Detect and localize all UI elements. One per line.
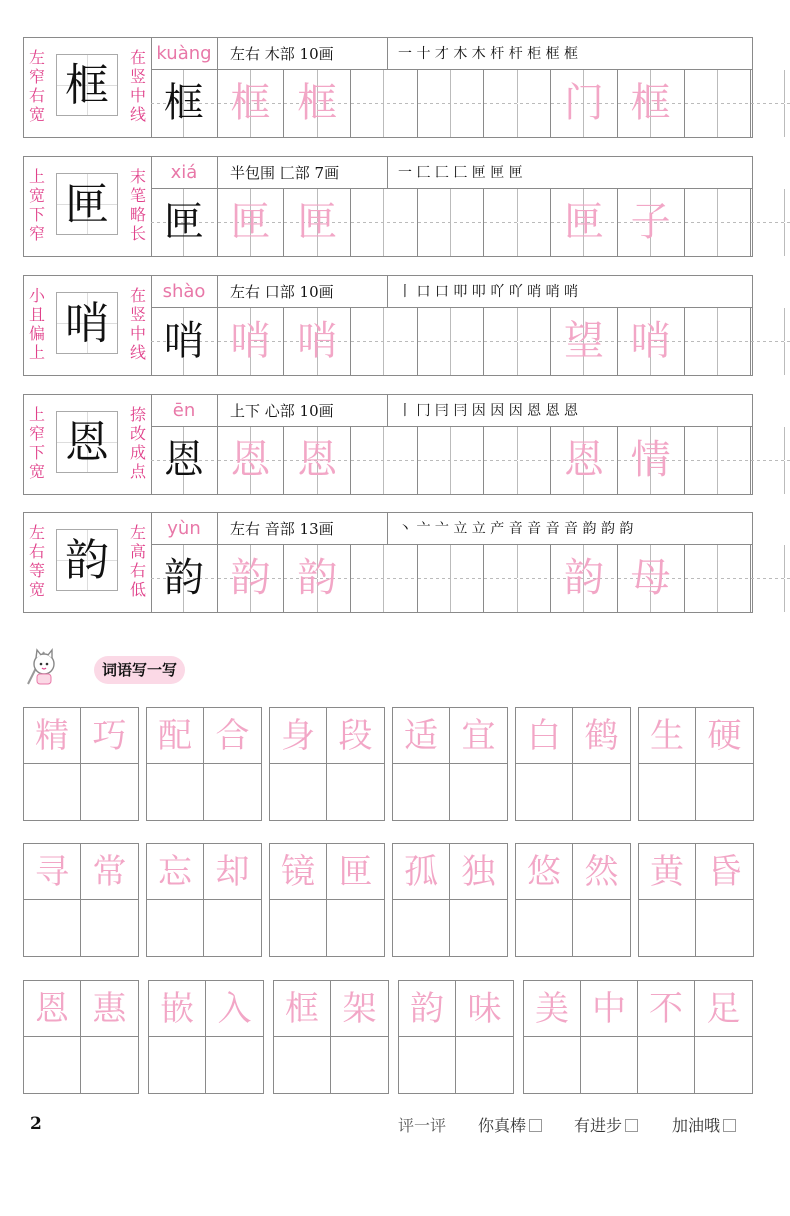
word-box[interactable] xyxy=(523,980,753,1094)
writing-cell[interactable] xyxy=(751,545,790,612)
model-character: 框 xyxy=(56,54,118,116)
writing-cell[interactable] xyxy=(351,545,418,612)
writing-cell[interactable] xyxy=(751,308,790,375)
checkbox-icon[interactable] xyxy=(625,1119,638,1132)
word-box[interactable] xyxy=(23,843,139,957)
pinyin: xiá xyxy=(151,157,218,189)
structure-info: 左右 口部 10画 xyxy=(218,276,388,308)
writing-grid xyxy=(151,545,752,612)
writing-cell[interactable]: 望 xyxy=(551,308,618,375)
word-cell[interactable] xyxy=(696,844,753,956)
word-cell[interactable] xyxy=(204,844,261,956)
trace-character: 镜 xyxy=(270,844,326,900)
word-cell[interactable] xyxy=(24,708,81,820)
writing-grid xyxy=(151,70,752,137)
char-block xyxy=(23,512,753,613)
word-cell[interactable] xyxy=(695,981,752,1093)
tip-right: 末笔略长 xyxy=(129,167,146,243)
word-cell[interactable] xyxy=(638,981,695,1093)
trace-character: 然 xyxy=(573,844,630,900)
pinyin: ēn xyxy=(151,395,218,427)
trace-character: 鹤 xyxy=(573,708,630,764)
model-panel xyxy=(24,513,152,612)
writing-cell[interactable] xyxy=(685,189,752,256)
rating-option-progress[interactable]: 有进步 xyxy=(574,1113,638,1136)
trace-character: 身 xyxy=(270,708,326,764)
writing-cell[interactable]: 母 xyxy=(618,545,685,612)
writing-cell[interactable]: 韵 xyxy=(284,545,351,612)
writing-cell[interactable]: 子 xyxy=(618,189,685,256)
trace-character: 悠 xyxy=(516,844,572,900)
writing-cell[interactable]: 哨 xyxy=(151,308,218,375)
section-title: 词语写一写 xyxy=(94,656,185,684)
footer xyxy=(0,1110,790,1138)
trace-character: 硬 xyxy=(696,708,753,764)
word-cell[interactable] xyxy=(639,844,696,956)
writing-cell[interactable] xyxy=(418,70,485,137)
model-panel xyxy=(24,395,152,494)
word-cell[interactable] xyxy=(24,981,81,1093)
char-block xyxy=(23,156,753,257)
rating-option-keep-going[interactable]: 加油哦 xyxy=(672,1113,736,1136)
word-cell[interactable] xyxy=(270,844,327,956)
checkbox-icon[interactable] xyxy=(723,1119,736,1132)
trace-character: 常 xyxy=(81,844,138,900)
writing-cell[interactable] xyxy=(751,70,790,137)
writing-cell[interactable] xyxy=(418,308,485,375)
pinyin: shào xyxy=(151,276,218,308)
writing-cell[interactable] xyxy=(751,427,790,494)
word-cell[interactable] xyxy=(327,844,384,956)
trace-character: 忘 xyxy=(147,844,203,900)
stroke-order: 一 匚 匚 匚 匣 匣 匣 xyxy=(388,157,752,189)
writing-cell[interactable]: 框 xyxy=(218,70,285,137)
writing-cell[interactable] xyxy=(418,545,485,612)
writing-cell[interactable]: 恩 xyxy=(551,427,618,494)
word-cell[interactable] xyxy=(270,708,327,820)
trace-character: 匣 xyxy=(327,844,384,900)
model-character: 韵 xyxy=(56,529,118,591)
writing-cell[interactable] xyxy=(685,70,752,137)
cat-mascot-icon xyxy=(22,640,62,690)
stroke-order: 丶 亠 亠 立 立 产 音 音 音 音 韵 韵 韵 xyxy=(388,513,752,545)
writing-cell[interactable]: 韵 xyxy=(151,545,218,612)
writing-cell[interactable] xyxy=(351,70,418,137)
word-cell[interactable] xyxy=(331,981,388,1093)
trace-character: 配 xyxy=(147,708,203,764)
structure-info: 半包围 匚部 7画 xyxy=(218,157,388,189)
tip-left: 小且偏上 xyxy=(28,286,45,362)
writing-cell[interactable] xyxy=(351,427,418,494)
word-box[interactable] xyxy=(392,843,508,957)
writing-cell[interactable]: 韵 xyxy=(218,545,285,612)
word-box[interactable] xyxy=(638,707,754,821)
model-panel xyxy=(24,157,152,256)
tip-right: 左高右低 xyxy=(129,523,146,599)
word-box[interactable] xyxy=(515,843,631,957)
tip-right: 在竖中线 xyxy=(129,48,146,124)
word-cell[interactable] xyxy=(399,981,456,1093)
word-cell[interactable] xyxy=(581,981,638,1093)
word-cell[interactable] xyxy=(206,981,263,1093)
tip-left: 上窄下宽 xyxy=(28,405,45,481)
word-box[interactable] xyxy=(515,707,631,821)
char-block xyxy=(23,275,753,376)
checkbox-icon[interactable] xyxy=(529,1119,542,1132)
word-box[interactable] xyxy=(146,843,262,957)
word-cell[interactable] xyxy=(524,981,581,1093)
model-panel xyxy=(24,38,152,137)
word-cell[interactable] xyxy=(516,708,573,820)
word-box[interactable] xyxy=(146,707,262,821)
writing-cell[interactable]: 恩 xyxy=(218,427,285,494)
pinyin: yùn xyxy=(151,513,218,545)
page-number: 2 xyxy=(30,1114,42,1134)
writing-cell[interactable] xyxy=(484,189,551,256)
writing-cell[interactable] xyxy=(351,308,418,375)
word-cell[interactable] xyxy=(147,708,204,820)
model-character: 匣 xyxy=(56,173,118,235)
word-cell[interactable] xyxy=(639,708,696,820)
word-cell[interactable] xyxy=(696,708,753,820)
structure-info: 上下 心部 10画 xyxy=(218,395,388,427)
structure-info: 左右 音部 13画 xyxy=(218,513,388,545)
writing-grid xyxy=(151,427,752,494)
word-cell[interactable] xyxy=(204,708,261,820)
trace-character: 黄 xyxy=(639,844,695,900)
trace-character: 适 xyxy=(393,708,449,764)
trace-character: 中 xyxy=(581,981,637,1037)
writing-cell[interactable]: 框 xyxy=(151,70,218,137)
trace-character: 嵌 xyxy=(149,981,205,1037)
stroke-order: 丨 冂 冃 冃 因 因 因 恩 恩 恩 xyxy=(388,395,752,427)
word-cell[interactable] xyxy=(147,844,204,956)
trace-character: 精 xyxy=(24,708,80,764)
trace-character: 美 xyxy=(524,981,580,1037)
model-character: 恩 xyxy=(56,411,118,473)
word-box[interactable] xyxy=(148,980,264,1094)
writing-cell[interactable] xyxy=(484,427,551,494)
tip-left: 左右等宽 xyxy=(28,523,45,599)
rating-option-great[interactable]: 你真棒 xyxy=(478,1113,542,1136)
trace-character: 味 xyxy=(456,981,513,1037)
word-box[interactable] xyxy=(638,843,754,957)
evaluate-label: 评一评 xyxy=(398,1116,447,1135)
pinyin: kuàng xyxy=(151,38,218,70)
model-character: 哨 xyxy=(56,292,118,354)
word-box[interactable] xyxy=(23,707,139,821)
writing-cell[interactable] xyxy=(751,189,790,256)
writing-cell[interactable] xyxy=(418,189,485,256)
stroke-order: 一 十 才 木 木 杆 杆 柜 框 框 xyxy=(388,38,752,70)
trace-character: 却 xyxy=(204,844,261,900)
trace-character: 生 xyxy=(639,708,695,764)
trace-character: 入 xyxy=(206,981,263,1037)
word-cell[interactable] xyxy=(81,844,138,956)
trace-character: 白 xyxy=(516,708,572,764)
writing-cell[interactable]: 框 xyxy=(284,70,351,137)
char-block xyxy=(23,37,753,138)
word-cell[interactable] xyxy=(149,981,206,1093)
writing-cell[interactable] xyxy=(685,545,752,612)
writing-cell[interactable]: 恩 xyxy=(284,427,351,494)
word-box[interactable] xyxy=(273,980,389,1094)
writing-cell[interactable]: 匣 xyxy=(551,189,618,256)
word-box[interactable] xyxy=(269,843,385,957)
writing-cell[interactable]: 匣 xyxy=(218,189,285,256)
word-cell[interactable] xyxy=(516,844,573,956)
writing-cell[interactable]: 哨 xyxy=(218,308,285,375)
trace-character: 惠 xyxy=(81,981,138,1037)
trace-character: 韵 xyxy=(399,981,455,1037)
writing-cell[interactable]: 韵 xyxy=(551,545,618,612)
word-cell[interactable] xyxy=(393,708,450,820)
writing-cell[interactable] xyxy=(418,427,485,494)
writing-cell[interactable]: 匣 xyxy=(284,189,351,256)
model-panel xyxy=(24,276,152,375)
tip-right: 在竖中线 xyxy=(129,286,146,362)
structure-info: 左右 木部 10画 xyxy=(218,38,388,70)
word-cell[interactable] xyxy=(393,844,450,956)
trace-character: 段 xyxy=(327,708,384,764)
section-header xyxy=(22,640,222,690)
trace-character: 宜 xyxy=(450,708,507,764)
writing-cell[interactable] xyxy=(685,308,752,375)
trace-character: 孤 xyxy=(393,844,449,900)
word-cell[interactable] xyxy=(274,981,331,1093)
writing-cell[interactable]: 恩 xyxy=(151,427,218,494)
word-cell[interactable] xyxy=(450,844,507,956)
trace-character: 架 xyxy=(331,981,388,1037)
writing-cell[interactable] xyxy=(484,70,551,137)
word-cell[interactable] xyxy=(456,981,513,1093)
trace-character: 不 xyxy=(638,981,694,1037)
tip-left: 上宽下窄 xyxy=(28,167,45,243)
writing-cell[interactable]: 框 xyxy=(618,70,685,137)
writing-cell[interactable]: 哨 xyxy=(284,308,351,375)
writing-cell[interactable] xyxy=(685,427,752,494)
word-cell[interactable] xyxy=(81,708,138,820)
word-box[interactable] xyxy=(398,980,514,1094)
writing-cell[interactable] xyxy=(351,189,418,256)
tip-left: 左窄右宽 xyxy=(28,48,45,124)
word-box[interactable] xyxy=(392,707,508,821)
trace-character: 昏 xyxy=(696,844,753,900)
word-box[interactable] xyxy=(23,980,139,1094)
writing-cell[interactable]: 匣 xyxy=(151,189,218,256)
writing-grid xyxy=(151,308,752,375)
writing-cell[interactable] xyxy=(484,308,551,375)
writing-cell[interactable] xyxy=(484,545,551,612)
trace-character: 独 xyxy=(450,844,507,900)
word-cell[interactable] xyxy=(573,844,630,956)
writing-cell[interactable]: 情 xyxy=(618,427,685,494)
word-cell[interactable] xyxy=(81,981,138,1093)
trace-character: 框 xyxy=(274,981,330,1037)
word-cell[interactable] xyxy=(450,708,507,820)
word-box[interactable] xyxy=(269,707,385,821)
trace-character: 足 xyxy=(695,981,752,1037)
word-cell[interactable] xyxy=(327,708,384,820)
char-block xyxy=(23,394,753,495)
trace-character: 恩 xyxy=(24,981,80,1037)
trace-character: 合 xyxy=(204,708,261,764)
writing-cell[interactable]: 哨 xyxy=(618,308,685,375)
word-cell[interactable] xyxy=(573,708,630,820)
tip-right: 捺改成点 xyxy=(129,405,146,481)
writing-cell[interactable]: 门 xyxy=(551,70,618,137)
writing-grid xyxy=(151,189,752,256)
trace-character: 寻 xyxy=(24,844,80,900)
word-cell[interactable] xyxy=(24,844,81,956)
stroke-order: 丨 口 口 叩 叩 吖 吖 哨 哨 哨 xyxy=(388,276,752,308)
trace-character: 巧 xyxy=(81,708,138,764)
